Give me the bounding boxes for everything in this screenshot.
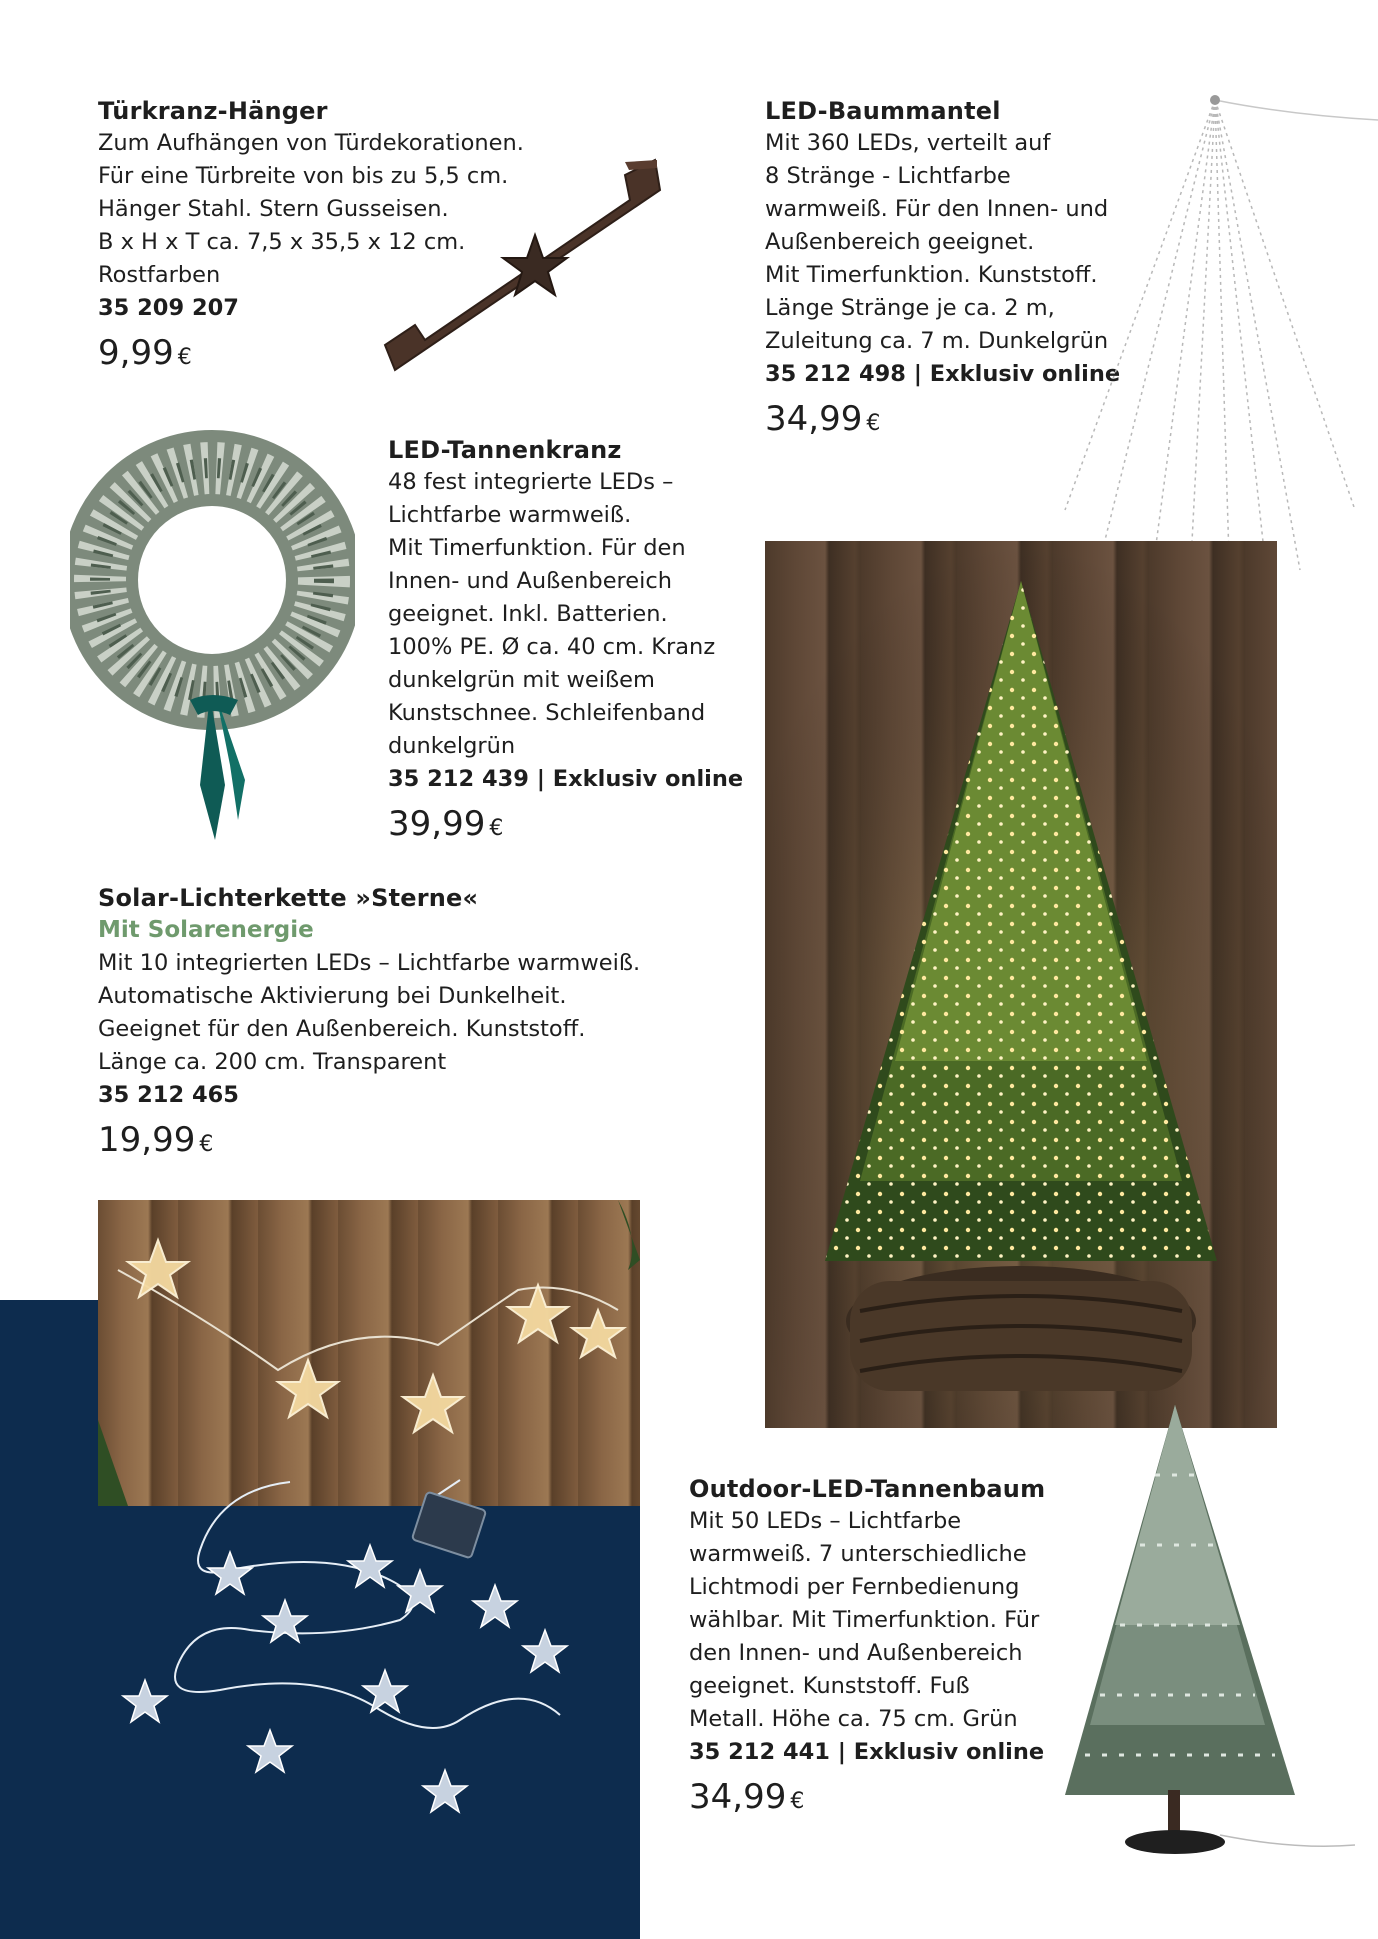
product-code: 35 212 465	[98, 1082, 239, 1108]
price-currency: €	[199, 1132, 214, 1157]
lit-christmas-tree-photo	[765, 541, 1277, 1428]
solar-star-chain-image	[100, 1470, 590, 1850]
product-price	[388, 802, 748, 851]
product-code: 35 212 441 | Exklusiv online	[689, 1739, 1045, 1765]
product-outdoor-led-tannenbaum	[689, 1473, 1059, 1824]
price-value: 19,99	[98, 1120, 196, 1160]
product-code: 35 209 207	[98, 295, 239, 321]
price-currency: €	[489, 816, 504, 841]
price-value: 34,99	[765, 399, 863, 439]
product-description: Mit 50 LEDs – Lichtfarbe warmweiß. 7 unterschiedliche Lichtmodi per Fernbedienung wählbar. Mit Timerfunktion. Für den Innen- und Außenbereich geeignet. Kunststoff. Fuß Metall. Höhe ca. 75 cm. Grün	[689, 1508, 1040, 1732]
price-value: 34,99	[689, 1777, 787, 1817]
door-hanger-image	[375, 150, 675, 390]
price-currency: €	[177, 345, 192, 370]
price-currency: €	[866, 411, 881, 436]
price-value: 9,99	[98, 333, 174, 373]
product-solar-lichterkette	[98, 882, 718, 1167]
product-description: 48 fest integrierte LEDs – Lichtfarbe warmweiß. Mit Timerfunktion. Für den Innen- und Außenbereich geeignet. Inkl. Batterien. 100% PE. Ø ca. 40 cm. Kranz dunkelgrün mit weißem Kunstschnee. Schleifenband dunkelgrün	[388, 469, 716, 759]
product-code: 35 212 498 | Exklusiv online	[765, 361, 1121, 387]
product-description: Mit 10 integrierten LEDs – Lichtfarbe warmweiß. Automatische Aktivierung bei Dunkelheit. Geeignet für den Außenbereich. Kunststoff. Länge ca. 200 cm. Transparent	[98, 950, 641, 1075]
product-title: Türkranz-Hänger	[98, 97, 328, 125]
price-currency: €	[790, 1789, 805, 1814]
led-light-strands-image	[1060, 90, 1378, 590]
outdoor-tree-image	[1035, 1395, 1355, 1865]
product-code: 35 212 439 | Exklusiv online	[388, 766, 744, 792]
product-price	[689, 1775, 1059, 1824]
star-lights-photo	[98, 1200, 640, 1506]
product-subtitle: Mit Solarenergie	[98, 917, 314, 943]
product-led-tannenkranz	[388, 434, 748, 851]
product-title: Outdoor-LED-Tannenbaum	[689, 1475, 1046, 1503]
product-price	[98, 1118, 718, 1167]
product-title: LED-Baummantel	[765, 97, 1001, 125]
wreath-image	[70, 425, 355, 845]
product-title: Solar-Lichterkette »Sterne«	[98, 884, 479, 912]
product-description: Zum Aufhängen von Türdekorationen. Für eine Türbreite von bis zu 5,5 cm. Hänger Stahl. Stern Gusseisen. B x H x T ca. 7,5 x 35,5 x 12 cm. Rostfarben	[98, 130, 524, 288]
price-value: 39,99	[388, 804, 486, 844]
product-title: LED-Tannenkranz	[388, 436, 622, 464]
product-description: Mit 360 LEDs, verteilt auf 8 Stränge - Lichtfarbe warmweiß. Für den Innen- und Außenbereich geeignet. Mit Timerfunktion. Kunststoff. Länge Stränge je ca. 2 m, Zuleitung ca. 7 m. Dunkelgrün	[765, 130, 1109, 354]
